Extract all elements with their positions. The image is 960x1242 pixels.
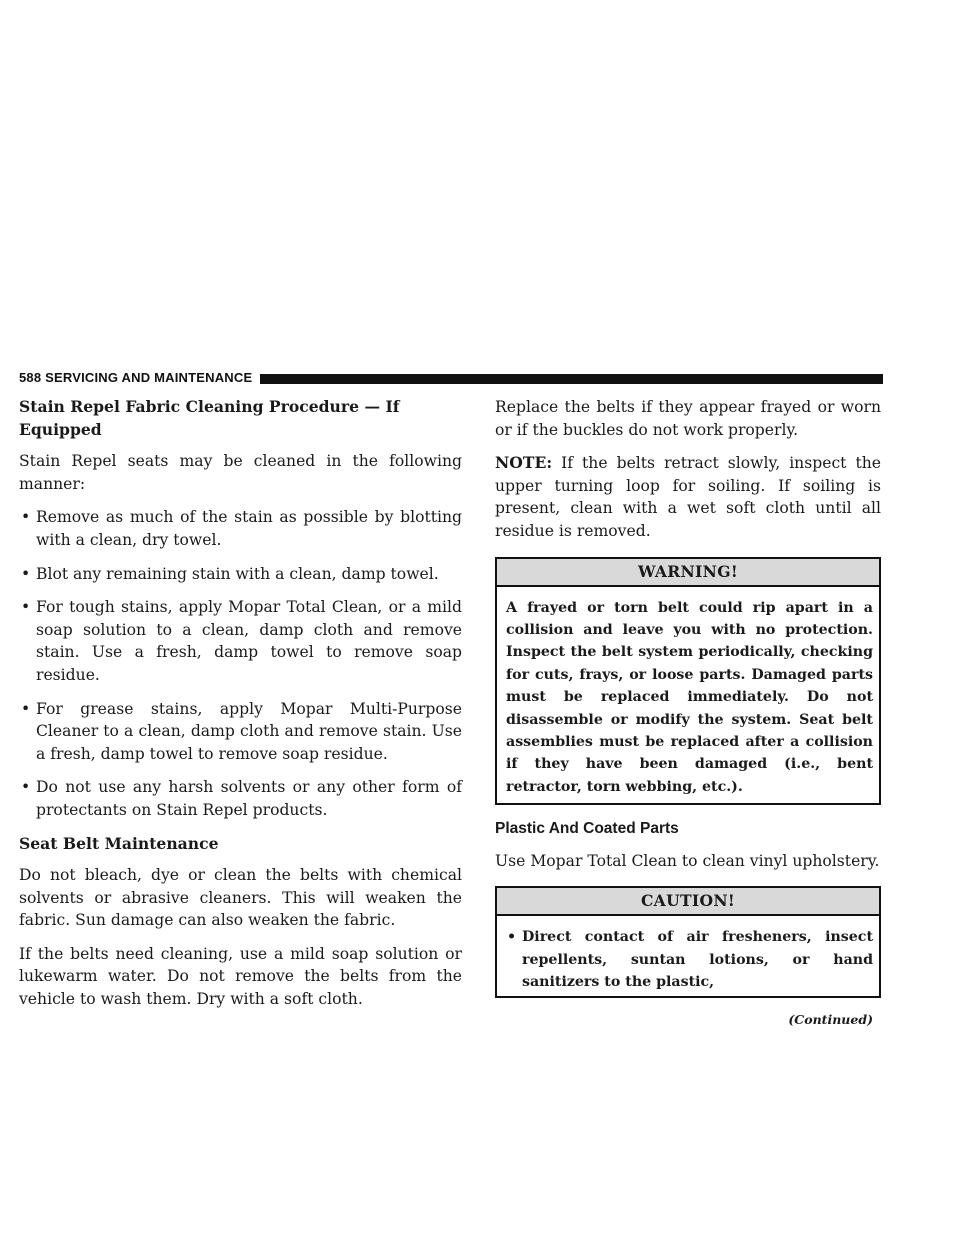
replace-belts-paragraph: Replace the belts if they appear frayed or worn or if the buckles do not work properly.: [495, 398, 881, 439]
list-item: • For grease stains, apply Mopar Multi-Purpose Cleaner to a clean, damp cloth and remove stain. Use a fresh, damp towel to remove soap residue.: [19, 698, 462, 766]
page-number: 588: [19, 370, 42, 385]
list-item: • Blot any remaining stain with a clean, damp towel.: [19, 563, 462, 586]
seat-belt-paragraph-2: If the belts need cleaning, use a mild soap solution or lukewarm water. Do not remove the belts from the vehicle to wash them. Dry with a soft cloth.: [19, 944, 462, 1009]
seat-belt-paragraph-1: Do not bleach, dye or clean the belts with chemical solvents or abrasive cleaners. This will weaken the fabric. Sun damage can also weaken the fabric.: [19, 866, 462, 930]
plastic-parts-heading: Plastic And Coated Parts: [495, 820, 679, 838]
caution-box: [495, 886, 881, 997]
note-paragraph: [495, 452, 881, 542]
warning-box: [495, 557, 881, 806]
stain-repel-intro: Stain Repel seats may be cleaned in the following manner:: [19, 452, 462, 493]
continued-label: (Continued): [788, 1011, 873, 1027]
header-rule: [260, 374, 883, 384]
caution-list: [506, 926, 873, 993]
note-label: NOTE:: [495, 453, 553, 473]
list-item: • Do not use any harsh solvents or any other form of protectants on Stain Repel products.: [19, 776, 462, 821]
stain-repel-heading: Stain Repel Fabric Cleaning Procedure — If Equipped: [19, 397, 400, 439]
caution-body: [497, 916, 879, 995]
seat-belt-heading: Seat Belt Maintenance: [19, 833, 219, 853]
plastic-parts-paragraph: Use Mopar Total Clean to clean vinyl upholstery.: [495, 851, 880, 870]
list-item: • Direct contact of air fresheners, insect repellents, suntan lotions, or hand sanitizers to the plastic,: [506, 926, 873, 993]
right-column: [495, 396, 881, 1031]
warning-title: WARNING!: [497, 559, 879, 587]
left-column: [19, 396, 462, 1022]
header-label: [19, 370, 260, 386]
page-header: [19, 370, 883, 386]
stain-repel-list: [19, 506, 462, 821]
list-item: • For tough stains, apply Mopar Total Clean, or a mild soap solution to a clean, damp cloth and remove stain. Use a fresh, damp towel to remove soap residue.: [19, 596, 462, 686]
note-text: If the belts retract slowly, inspect the upper turning loop for soiling. If soiling is present, clean with a wet soft cloth until all residue is removed.: [495, 454, 881, 540]
warning-text: A frayed or torn belt could rip apart in a collision and leave you with no protection. Inspect the belt system periodically, checking for cuts, frays, or loose parts. Damaged parts must be replaced immediately. Do not disassemble or modify the system. Seat belt assemblies must be replaced after a collision if they have been damaged (i.e., bent retractor, torn webbing, etc.).: [506, 599, 873, 795]
caution-title: CAUTION!: [497, 888, 879, 916]
section-title: SERVICING AND MAINTENANCE: [45, 370, 253, 385]
list-item: • Remove as much of the stain as possible by blotting with a clean, dry towel.: [19, 506, 462, 551]
